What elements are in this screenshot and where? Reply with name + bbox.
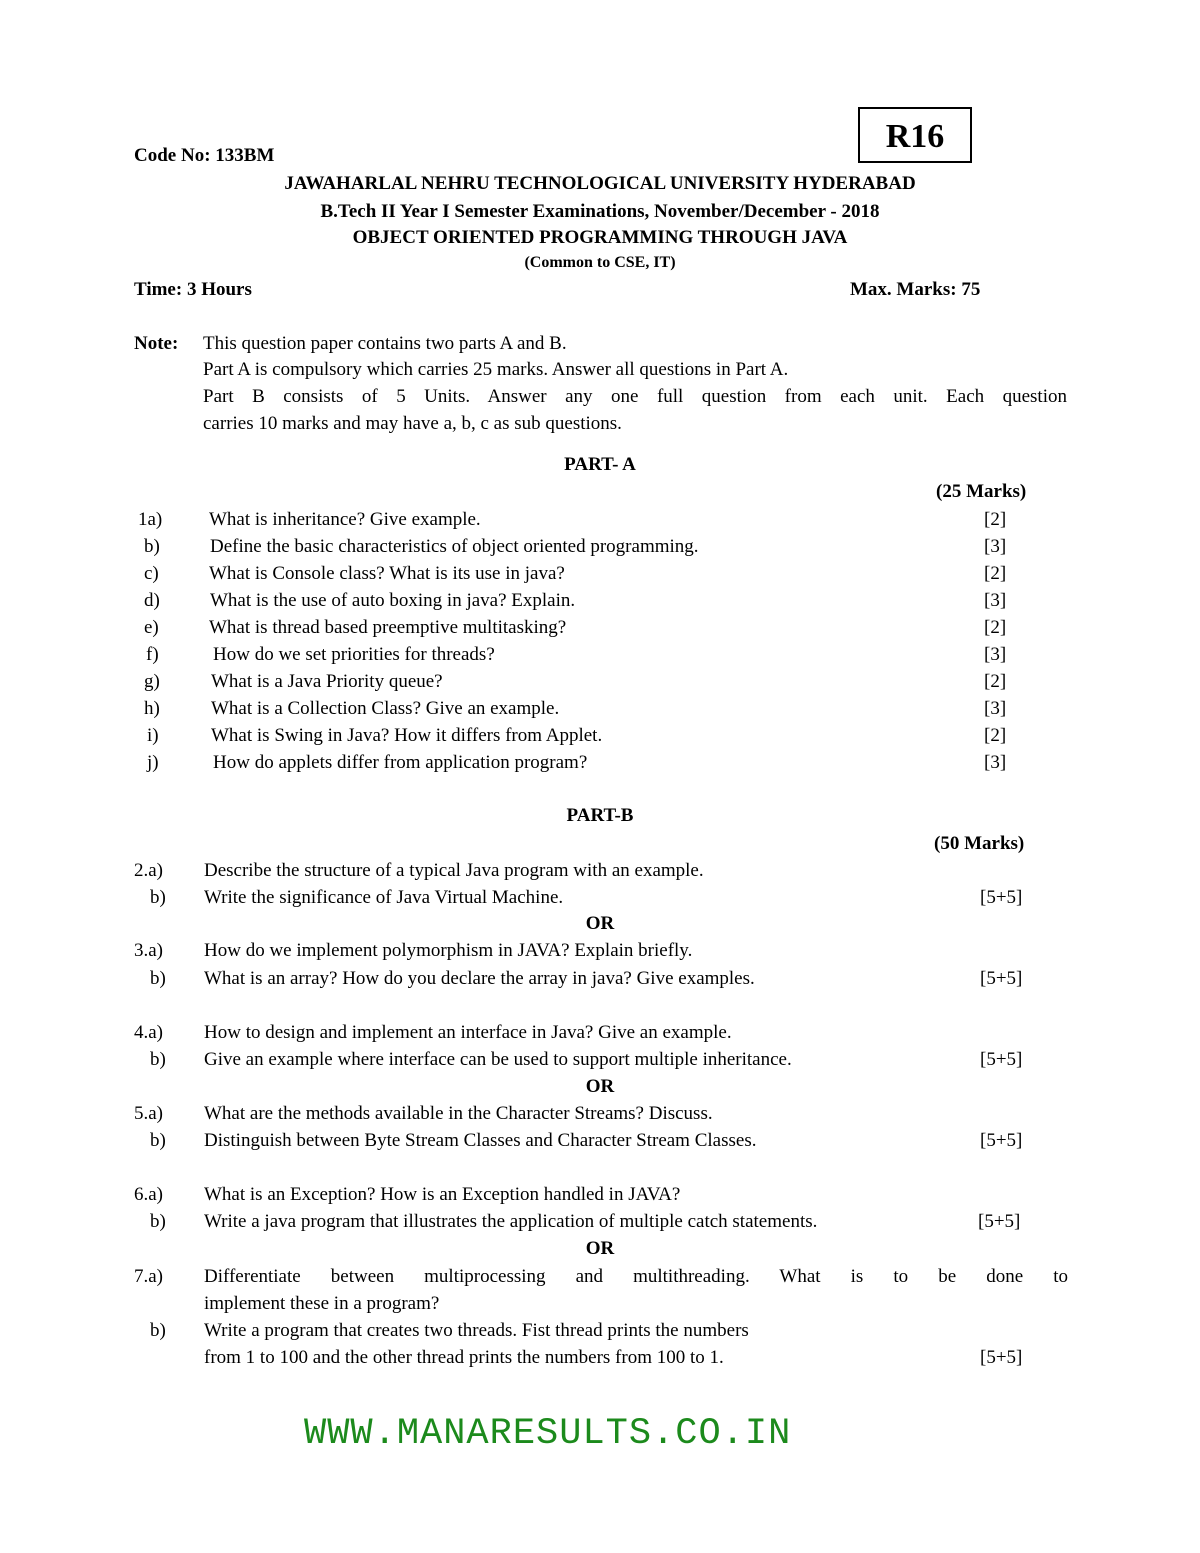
note-line: Part A is compulsory which carries 25 marks. Answer all questions in Part A. (203, 359, 789, 380)
question-text: What is a Collection Class? Give an example. (211, 698, 560, 719)
part-a-question (0, 564, 1200, 586)
question-marks: [2] (984, 671, 1007, 692)
question-number: 2.a) (134, 860, 164, 881)
question-number: 7.a) (134, 1266, 164, 1287)
question-text: What is thread based preemptive multitasking? (209, 617, 567, 638)
code-number: Code No: 133BM (134, 145, 275, 166)
regulation-box: R16 (858, 107, 972, 163)
question-text: What is a Java Priority queue? (211, 671, 443, 692)
part-b-marks: (50 Marks) (934, 833, 1025, 854)
question-text: How do we set priorities for threads? (213, 644, 495, 665)
question-text: Distinguish between Byte Stream Classes and Character Stream Classes. (204, 1130, 757, 1151)
question-number: b) (150, 968, 166, 989)
question-text: Define the basic characteristics of object oriented programming. (210, 536, 699, 557)
website-watermark: WWW.MANARESULTS.CO.IN (304, 1413, 792, 1455)
question-number: e) (144, 617, 159, 638)
question-number: f) (146, 644, 159, 665)
question-text: Describe the structure of a typical Java program with an example. (204, 860, 704, 881)
question-marks: [5+5] (980, 968, 1023, 989)
question-number: b) (150, 887, 166, 908)
question-number: b) (150, 1049, 166, 1070)
university-name: JAWAHARLAL NEHRU TECHNOLOGICAL UNIVERSITY HYDERABAD (284, 173, 916, 194)
question-text: How to design and implement an interface in Java? Give an example. (204, 1022, 732, 1043)
part-b-question (0, 1104, 1200, 1126)
part-a-marks: (25 Marks) (936, 481, 1027, 502)
question-text: from 1 to 100 and the other thread prints the numbers from 100 to 1. (204, 1347, 724, 1368)
part-b-question (0, 861, 1200, 883)
question-number: d) (144, 590, 160, 611)
question-marks: [2] (984, 563, 1007, 584)
question-number: b) (150, 1320, 166, 1341)
exam-title: B.Tech II Year I Semester Examinations, November/December - 2018 (320, 201, 880, 222)
question-number: 6.a) (134, 1184, 164, 1205)
part-b-question (0, 941, 1200, 963)
question-marks: [3] (984, 644, 1007, 665)
question-text: Differentiate between multiprocessing and multithreading. What is to be done to (204, 1266, 1068, 1287)
part-a-title: PART- A (564, 454, 636, 475)
time-duration: Time: 3 Hours (134, 279, 252, 300)
question-text: How do we implement polymorphism in JAVA? Explain briefly. (204, 940, 693, 961)
part-a-question (0, 726, 1200, 748)
question-number: 3.a) (134, 940, 164, 961)
max-marks: Max. Marks: 75 (850, 279, 981, 300)
part-b-question (0, 1321, 1200, 1343)
or-separator: OR (585, 1076, 615, 1097)
question-marks: [3] (984, 590, 1007, 611)
question-number: 5.a) (134, 1103, 164, 1124)
question-marks: [5+5] (980, 1049, 1023, 1070)
part-b-title: PART-B (566, 805, 634, 826)
part-b-question (0, 1185, 1200, 1207)
question-number: b) (150, 1130, 166, 1151)
question-number: b) (150, 1211, 166, 1232)
part-b-question (0, 1294, 1200, 1316)
part-b-question (0, 1212, 1200, 1234)
part-a-question (0, 672, 1200, 694)
part-b-question (0, 969, 1200, 991)
question-text: What are the methods available in the Character Streams? Discuss. (204, 1103, 713, 1124)
question-number: g) (144, 671, 160, 692)
question-marks: [5+5] (980, 1130, 1023, 1151)
question-text: What is Swing in Java? How it differs from Applet. (211, 725, 603, 746)
question-number: i) (147, 725, 159, 746)
note-line: carries 10 marks and may have a, b, c as sub questions. (203, 413, 622, 434)
question-text: How do applets differ from application program? (213, 752, 588, 773)
question-number: b) (144, 536, 160, 557)
question-number: c) (144, 563, 159, 584)
part-a-question (0, 618, 1200, 640)
question-marks: [3] (984, 752, 1007, 773)
part-a-question (0, 537, 1200, 559)
question-text: Write a java program that illustrates the application of multiple catch statements. (204, 1211, 818, 1232)
part-b-question (0, 1348, 1200, 1370)
question-text: Write the significance of Java Virtual Machine. (204, 887, 564, 908)
question-text: What is inheritance? Give example. (209, 509, 481, 530)
common-to: (Common to CSE, IT) (524, 254, 676, 271)
question-marks: [5+5] (980, 887, 1023, 908)
note-line: This question paper contains two parts A and B. (203, 333, 567, 354)
part-b-question (0, 888, 1200, 910)
question-marks: [3] (984, 536, 1007, 557)
question-number: 1a) (138, 509, 163, 530)
or-separator: OR (585, 913, 615, 934)
question-marks: [2] (984, 509, 1007, 530)
question-text: What is the use of auto boxing in java? Explain. (210, 590, 576, 611)
question-text: Give an example where interface can be used to support multiple inheritance. (204, 1049, 792, 1070)
part-b-question (0, 1131, 1200, 1153)
part-b-question (0, 1050, 1200, 1072)
part-a-question (0, 699, 1200, 721)
question-text: What is Console class? What is its use in java? (209, 563, 565, 584)
question-text: What is an Exception? How is an Exception handled in JAVA? (204, 1184, 681, 1205)
question-marks: [5+5] (980, 1347, 1023, 1368)
subject-title: OBJECT ORIENTED PROGRAMMING THROUGH JAVA (352, 227, 848, 248)
question-number: 4.a) (134, 1022, 164, 1043)
question-number: h) (144, 698, 160, 719)
question-number: j) (147, 752, 159, 773)
question-marks: [2] (984, 725, 1007, 746)
question-marks: [5+5] (978, 1211, 1021, 1232)
question-text: Write a program that creates two threads. Fist thread prints the numbers (204, 1320, 749, 1341)
part-a-question (0, 753, 1200, 775)
question-text: implement these in a program? (204, 1293, 440, 1314)
part-a-question (0, 591, 1200, 613)
question-text: What is an array? How do you declare the array in java? Give examples. (204, 968, 755, 989)
note-line: Part B consists of 5 Units. Answer any one full question from each unit. Each question (203, 386, 1067, 407)
note-label: Note: (134, 333, 179, 354)
question-marks: [2] (984, 617, 1007, 638)
part-a-question (0, 645, 1200, 667)
part-a-question (0, 510, 1200, 532)
or-separator: OR (585, 1238, 615, 1259)
question-marks: [3] (984, 698, 1007, 719)
part-b-question (0, 1023, 1200, 1045)
part-b-question (0, 1267, 1200, 1289)
